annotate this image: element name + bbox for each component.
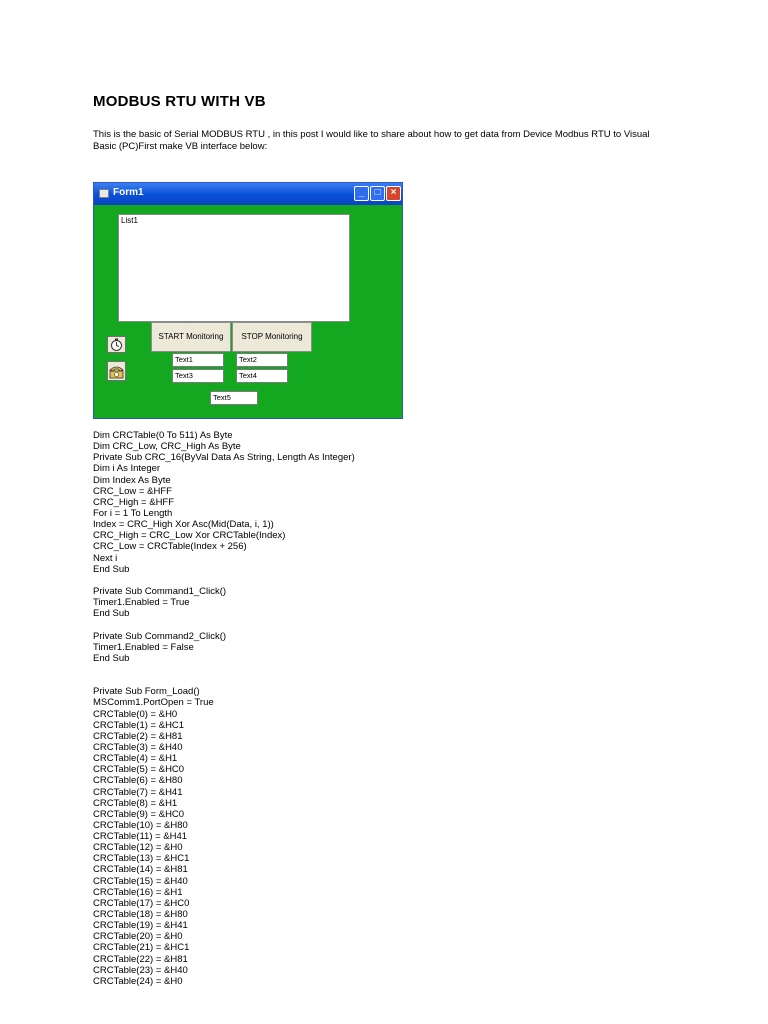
text3-box: Text3 [172, 369, 224, 383]
code-line: Next i [93, 552, 118, 564]
code-line: End Sub [93, 652, 130, 664]
code-line: End Sub [93, 608, 130, 620]
code-line: CRCTable(15) = &H40 [93, 875, 188, 887]
document-title: MODBUS RTU WITH VB [93, 93, 266, 110]
code-line: CRCTable(13) = &HC1 [93, 853, 190, 865]
code-line [93, 575, 593, 586]
code-line [93, 619, 593, 630]
intro-line: Basic (PC)First make VB interface below: [93, 141, 268, 152]
intro-line: This is the basic of Serial MODBUS RTU , in this post I would like to share about how to get data from Device Modbus RTU to Visual [93, 129, 650, 140]
code-line: CRC_Low = CRCTable(Index + 256) [93, 541, 247, 553]
code-listing [93, 430, 593, 987]
code-line: CRCTable(18) = &H80 [93, 909, 188, 921]
code-line: CRCTable(23) = &H40 [93, 964, 188, 976]
code-line: CRCTable(17) = &HC0 [93, 897, 190, 909]
code-line: CRCTable(21) = &HC1 [93, 942, 190, 954]
code-line: CRCTable(19) = &H41 [93, 920, 188, 932]
code-line: CRCTable(3) = &H40 [93, 741, 183, 753]
code-line: For i = 1 To Length [93, 507, 173, 519]
code-line: CRCTable(9) = &HC0 [93, 808, 185, 820]
code-line: Timer1.Enabled = True [93, 597, 190, 609]
stop-monitoring-button: STOP Monitoring [232, 322, 312, 352]
text4-box: Text4 [236, 369, 288, 383]
code-line: CRC_Low = &HFF [93, 485, 172, 497]
minimize-icon: _ [354, 186, 369, 201]
code-line: CRCTable(24) = &H0 [93, 975, 183, 987]
telephone-icon [107, 361, 126, 381]
form-titlebar [94, 183, 402, 205]
code-line: CRC_High = &HFF [93, 496, 175, 508]
code-line: CRCTable(8) = &H1 [93, 797, 178, 809]
timer-icon [107, 336, 126, 353]
code-line: CRCTable(20) = &H0 [93, 931, 183, 943]
code-line: CRCTable(22) = &H81 [93, 953, 188, 965]
code-line: CRCTable(7) = &H41 [93, 786, 183, 798]
code-line: Dim i As Integer [93, 463, 161, 475]
code-line: CRCTable(16) = &H1 [93, 886, 183, 898]
code-line: CRCTable(6) = &H80 [93, 775, 183, 787]
code-line: CRCTable(14) = &H81 [93, 864, 188, 876]
start-monitoring-button: START Monitoring [151, 322, 231, 352]
code-line: Dim CRCTable(0 To 511) As Byte [93, 430, 233, 441]
list-box [118, 214, 350, 322]
maximize-icon: □ [370, 186, 385, 201]
form-title: Form1 [113, 187, 144, 198]
code-line: Timer1.Enabled = False [93, 641, 194, 653]
code-line: Dim CRC_Low, CRC_High As Byte [93, 441, 241, 453]
code-line: End Sub [93, 563, 130, 575]
code-line: CRCTable(10) = &H80 [93, 819, 188, 831]
text1-box: Text1 [172, 353, 224, 367]
code-line [93, 664, 593, 675]
code-line: Private Sub CRC_16(ByVal Data As String, Length As Integer) [93, 452, 355, 464]
form-icon [99, 189, 109, 198]
code-line: CRCTable(0) = &H0 [93, 708, 178, 720]
list-label: List1 [121, 216, 138, 225]
code-line: Private Sub Command1_Click() [93, 585, 227, 597]
code-line: CRCTable(1) = &HC1 [93, 719, 185, 731]
intro-paragraph [93, 129, 673, 153]
code-line [93, 675, 593, 686]
code-line: CRCTable(11) = &H41 [93, 831, 188, 843]
code-line: MSComm1.PortOpen = True [93, 697, 214, 709]
code-line: CRCTable(12) = &H0 [93, 842, 183, 854]
code-line: CRCTable(4) = &H1 [93, 753, 178, 765]
code-line: Private Sub Form_Load() [93, 686, 200, 698]
code-line: Dim Index As Byte [93, 474, 171, 486]
code-line: CRCTable(5) = &HC0 [93, 764, 185, 776]
vb-form-screenshot [93, 182, 403, 419]
close-icon: × [386, 186, 401, 201]
text2-box: Text2 [236, 353, 288, 367]
text5-box: Text5 [210, 391, 258, 405]
code-line: CRCTable(2) = &H81 [93, 730, 183, 742]
code-line: Index = CRC_High Xor Asc(Mid(Data, i, 1)) [93, 519, 274, 531]
code-line: Private Sub Command2_Click() [93, 630, 227, 642]
code-line: CRC_High = CRC_Low Xor CRCTable(Index) [93, 530, 286, 542]
